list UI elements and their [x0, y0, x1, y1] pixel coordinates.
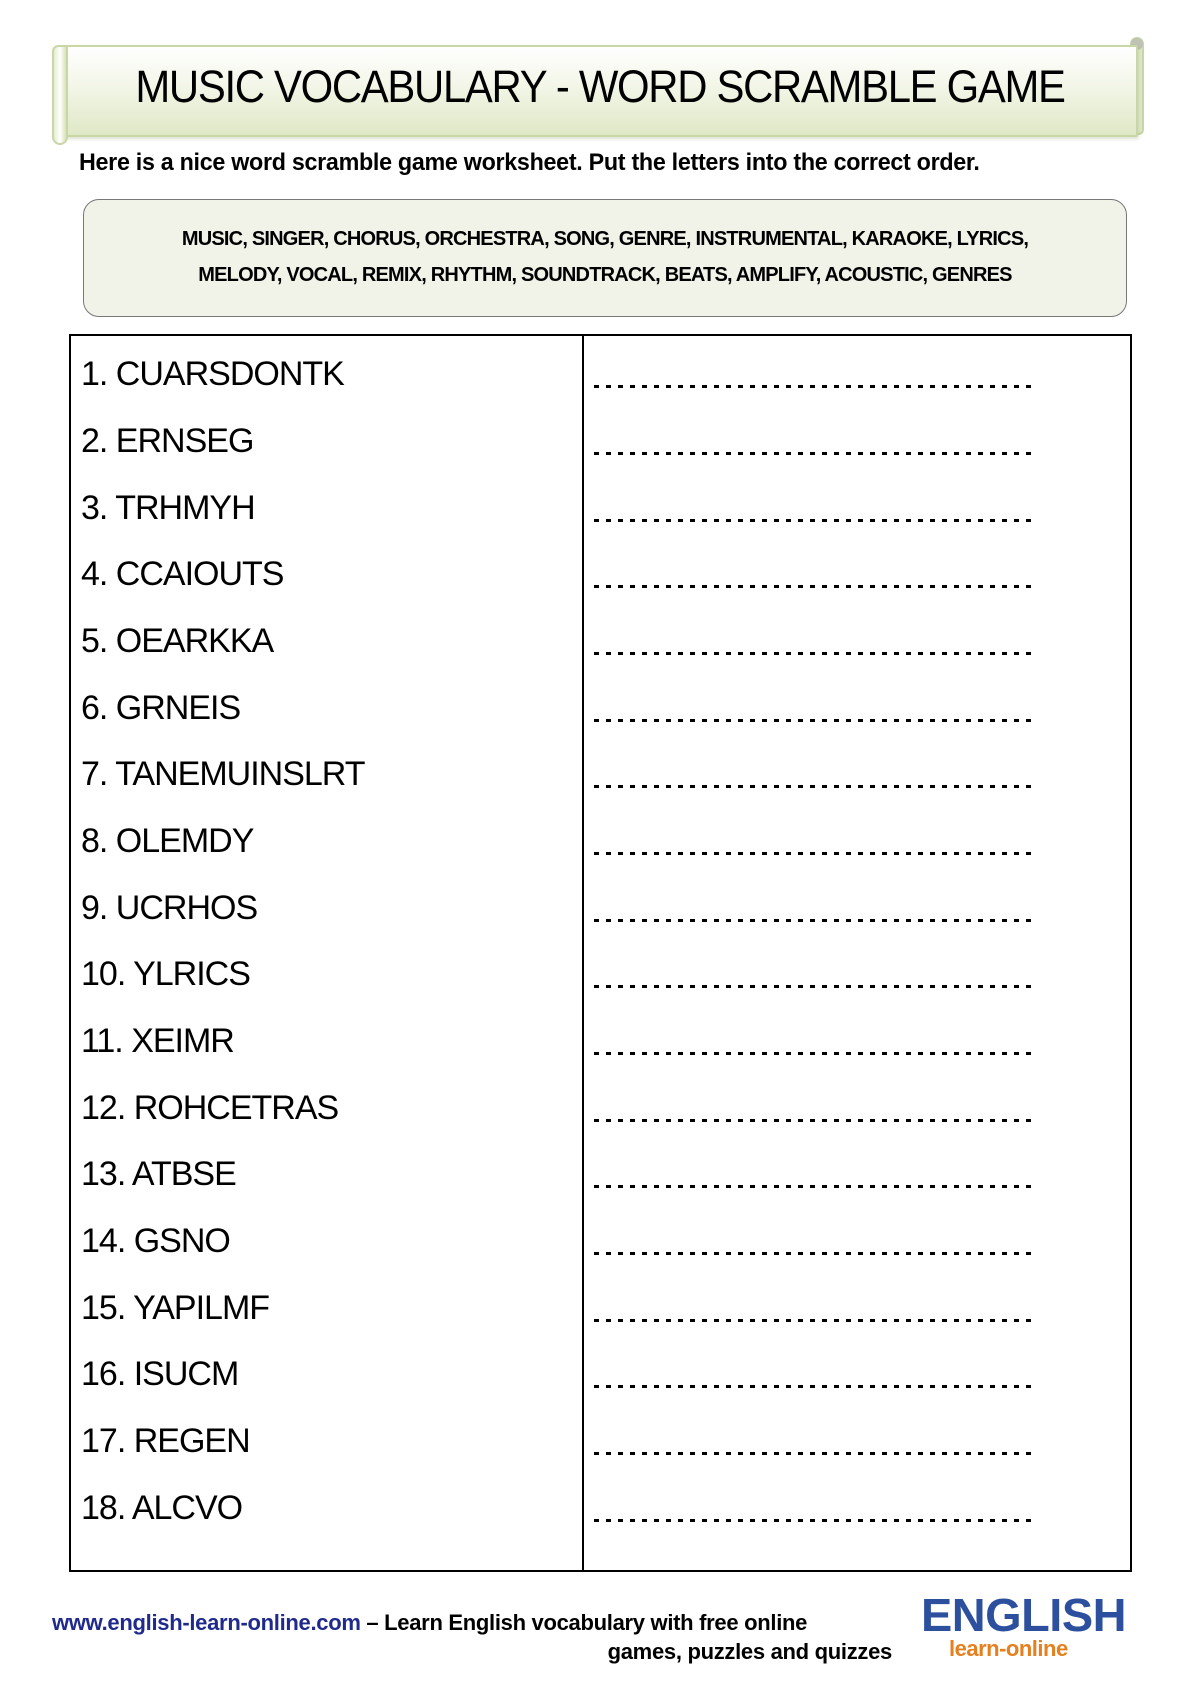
answer-blank[interactable] [594, 919, 1034, 922]
answer-blank[interactable] [594, 1319, 1034, 1322]
puzzle-row [71, 1289, 1130, 1355]
answer-blank[interactable] [594, 1519, 1034, 1522]
puzzle-row [71, 1489, 1130, 1555]
scrambled-word: 10. YLRICS [81, 955, 250, 993]
title-banner [52, 45, 1144, 137]
scrambled-word: 7. TANEMUINSLRT [81, 755, 365, 793]
footer [52, 1608, 892, 1666]
puzzle-row [71, 822, 1130, 888]
puzzle-row [71, 355, 1130, 421]
answer-blank[interactable] [594, 785, 1034, 788]
answer-blank[interactable] [594, 1252, 1034, 1255]
scrambled-word: 18. ALCVO [81, 1489, 243, 1527]
puzzle-row [71, 889, 1130, 955]
scroll-curl-left [52, 45, 68, 145]
answer-blank[interactable] [594, 1119, 1034, 1122]
answer-blank[interactable] [594, 1185, 1034, 1188]
scrambled-word: 1. CUARSDONTK [81, 355, 344, 393]
footer-tagline-2: games, puzzles and quizzes [607, 1639, 892, 1664]
instructions: Here is a nice word scramble game worksheet. Put the letters into the correct order. [79, 149, 980, 176]
answer-blank[interactable] [594, 719, 1034, 722]
site-link[interactable]: www.english-learn-online.com [52, 1610, 361, 1635]
puzzle-row [71, 755, 1130, 821]
puzzle-row [71, 1355, 1130, 1421]
scramble-table [69, 334, 1132, 1572]
footer-line-1 [52, 1608, 892, 1637]
puzzle-row [71, 622, 1130, 688]
puzzle-row [71, 422, 1130, 488]
answer-blank[interactable] [594, 1452, 1034, 1455]
puzzle-row [71, 1222, 1130, 1288]
answer-blank[interactable] [594, 585, 1034, 588]
page-title: MUSIC VOCABULARY - WORD SCRAMBLE GAME [135, 61, 1065, 112]
scrambled-word: 11. XEIMR [81, 1022, 234, 1060]
scrambled-word: 15. YAPILMF [81, 1289, 270, 1327]
word-bank-line-2: MELODY, VOCAL, REMIX, RHYTHM, SOUNDTRACK, BEATS, AMPLIFY, ACOUSTIC, GENRES [198, 264, 1012, 286]
scrambled-word: 2. ERNSEG [81, 422, 254, 460]
scrambled-word: 4. CCAIOUTS [81, 555, 284, 593]
puzzle-row [71, 1155, 1130, 1221]
answer-blank[interactable] [594, 1052, 1034, 1055]
scrambled-word: 16. ISUCM [81, 1355, 239, 1393]
answer-blank[interactable] [594, 1385, 1034, 1388]
scrambled-word: 8. OLEMDY [81, 822, 254, 860]
scrambled-word: 17. REGEN [81, 1422, 250, 1460]
answer-blank[interactable] [594, 652, 1034, 655]
scrambled-word: 9. UCRHOS [81, 889, 258, 927]
word-bank [83, 199, 1127, 317]
answer-blank[interactable] [594, 852, 1034, 855]
scrambled-word: 13. ATBSE [81, 1155, 236, 1193]
puzzle-row [71, 689, 1130, 755]
puzzle-row [71, 1422, 1130, 1488]
answer-blank[interactable] [594, 985, 1034, 988]
word-bank-line-1: MUSIC, SINGER, CHORUS, ORCHESTRA, SONG, GENRE, INSTRUMENTAL, KARAOKE, LYRICS, [181, 228, 1029, 250]
scrambled-word: 6. GRNEIS [81, 689, 241, 727]
puzzle-row [71, 555, 1130, 621]
scrambled-word: 3. TRHMYH [81, 489, 255, 527]
puzzle-row [71, 1022, 1130, 1088]
logo-main-text: ENGLISH [921, 1589, 1126, 1641]
scrambled-word: 5. OEARKKA [81, 622, 274, 660]
puzzle-row [71, 955, 1130, 1021]
puzzle-row [71, 489, 1130, 555]
footer-tagline-1: – Learn English vocabulary with free online [360, 1610, 808, 1635]
answer-blank[interactable] [594, 385, 1034, 388]
answer-blank[interactable] [594, 452, 1034, 455]
banner-body [62, 45, 1138, 137]
english-learn-online-logo[interactable] [921, 1588, 1126, 1668]
logo-sub-text: learn-online [949, 1636, 1068, 1661]
scrambled-word: 12. ROHCETRAS [81, 1089, 339, 1127]
answer-blank[interactable] [594, 519, 1034, 522]
scrambled-word: 14. GSNO [81, 1222, 230, 1260]
puzzle-row [71, 1089, 1130, 1155]
